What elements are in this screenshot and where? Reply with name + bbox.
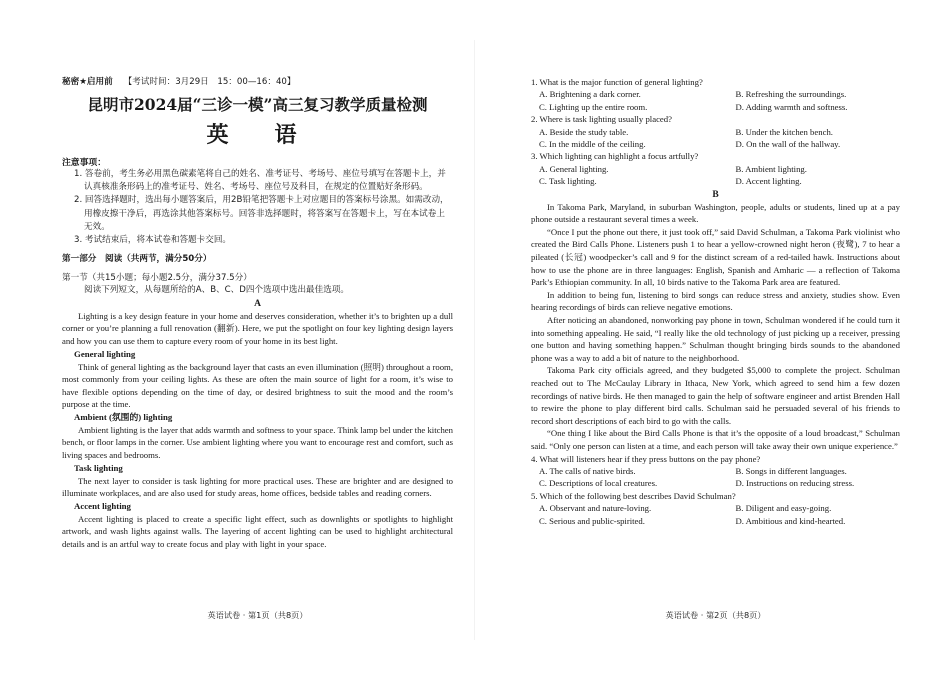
question-options — [531, 126, 900, 151]
question-block — [531, 453, 900, 527]
paragraph: In addition to being fun, listening to bird songs can reduce stress and anxiety, studies show. Even hearing recordings of birds can relieve negative emotions. — [531, 289, 900, 313]
option: B. Refreshing the surroundings. — [735, 89, 847, 100]
passage-letter: A — [254, 298, 261, 309]
page-footer: 英语试卷 · 第2页（共8页） — [665, 610, 766, 620]
option: B. Songs in different languages. — [735, 465, 847, 476]
option: D. On the wall of the hallway. — [735, 139, 841, 150]
question-options — [531, 502, 900, 527]
option: B. Ambient lighting. — [735, 163, 807, 174]
section-subheading: Accent lighting — [74, 500, 131, 511]
option: A. General lighting. — [539, 163, 609, 174]
option: D. Ambitious and kind-hearted. — [735, 515, 846, 526]
note-item: 1. 答卷前，考生务必用黑色碳素笔将自己的姓名、准考证号、考场号、座位号填写在答题卡上，并认真核准条形码上的准考证号、姓名、考场号、座位号及科目，在规定的位置贴好条形码。 — [74, 169, 446, 193]
page-footer: 英语试卷 · 第1页（共8页） — [207, 610, 308, 620]
paragraph: After noticing an abandoned, nonworking pay phone in town, Schulman wondered if he could turn it into something appealing. He said, “I really like the old technology of just picking up a receiver, pressing one button and having something happen.” Schulman thought bringing birds sounds to the abandoned phone was a way to add a bit of nature to the neighborhood. — [531, 315, 900, 363]
option: A. Beside the study table. — [539, 126, 629, 137]
option: A. Observant and nature-loving. — [539, 503, 652, 514]
question-block — [531, 76, 900, 188]
option: C. Lighting up the entire room. — [539, 101, 648, 112]
option: C. In the middle of the ceiling. — [539, 139, 646, 150]
exam-meta — [62, 75, 453, 87]
option: A. Brightening a dark corner. — [539, 89, 641, 100]
option: C. Descriptions of local creatures. — [539, 478, 658, 489]
exam-page-2 — [475, 0, 950, 673]
option: D. Adding warmth and softness. — [735, 101, 848, 112]
note-item: 2. 回答选择题时，选出每小题答案后，用2B铅笔把答题卡上对应题目的答案标号涂黑。如需改动，用橡皮擦干净后，再选涂其他答案标号。回答非选择题时，将答案写在答题卡上，写在本试卷上无效。 — [74, 195, 449, 232]
note-item: 3. 考试结束后，将本试卷和答题卡交回。 — [74, 235, 232, 246]
question-options — [531, 465, 900, 490]
paragraph: In Takoma Park, Maryland, in suburban Washington, people, adults or students, lined up at a pay phone outside a restaurant several times a week. — [531, 201, 900, 225]
exam-time: 【考试时间：3月29日 15：00—16：40】 — [123, 77, 296, 87]
question-stem: 3. Which lighting can highlight a focus artfully? — [531, 151, 699, 162]
instruction: 阅读下列短文，从每题所给的A、B、C、D四个选项中选出最佳选项。 — [84, 285, 350, 296]
section-heading: 第一节（共15小题；每小题2.5分，满分37.5分） — [62, 272, 252, 283]
question-options — [531, 88, 900, 113]
question-options — [531, 163, 900, 188]
option: C. Serious and public-spirited. — [539, 515, 645, 526]
paragraph: Takoma Park city officials agreed, and they budgeted $5,000 to complete the project. Schulman reached out to The McCaulay Library in Ithaca, New York, which agreed to send him a few dozen recordings of native birds. He then managed to gain the help of software engineer and artist Brenden Hall to rewire the phone to play different bird calls. Schulman said he persuaded several of his friends to record short descriptions of each bird to go with the calls. — [531, 365, 900, 426]
option: D. Accent lighting. — [735, 176, 802, 187]
section-subheading: Ambient (氛围的) lighting — [74, 411, 173, 422]
option: B. Under the kitchen bench. — [735, 126, 833, 137]
option: A. The calls of native birds. — [539, 465, 636, 476]
subject-title: 英 语 — [206, 122, 309, 148]
question-stem: 2. Where is task lighting usually placed? — [531, 114, 672, 125]
section-subheading: Task lighting — [74, 462, 123, 473]
question-stem: 5. Which of the following best describes David Schulman? — [531, 490, 736, 501]
notes-heading: 注意事项： — [62, 158, 106, 168]
option: C. Task lighting. — [539, 176, 597, 187]
paragraph: “One thing I like about the Bird Calls Phone is that it’s the opposite of a loud broadcast,” Schulman said. “Only one person can listen at a time, and each person will take away their own unique experience.” — [531, 428, 900, 451]
paragraph: “Once I put the phone out there, it just took off,” said David Schulman, a Takoma Park violinist who created the Bird Calls Phone. Listeners push 1 to hear a yellow-crowned night heron (夜鹭), 7 to hear a pileated (长冠) woodpecker’s call and 9 for the distinct scream of a red-tailed hawk. Instructions about how to use the phone are in three languages: English, Spanish and Amharic — a reflection of Takoma Park’s Ethiopian community. In all, 10 birds native to the Takoma Park area are featured. — [531, 226, 900, 288]
passage-letter: B — [712, 189, 719, 200]
paragraph: Lighting is a key design feature in your home and deserves consideration, whether it’s to brighten up a dull corner or you’re planning a full renovation (翻新). Here, we put the spotlight on four key lighting design layers and how you can use them to capture every room of your home in its best light. — [62, 310, 453, 346]
option: B. Diligent and easy-going. — [735, 503, 832, 514]
paragraph: The next layer to consider is task lighting for more practical uses. These are brighter and are designed to illuminate workplaces, and are also used for study areas, home offices, bedside tables and reading corners. — [62, 475, 453, 499]
paragraph: Think of general lighting as the background layer that casts an even illumination (照明) throughout a room, most commonly from your ceiling lights. As these are often the main source of light for a room, it’s wise to have flexible options depending on the time of day, or desired brightness to suit the mood and the room’s purpose at the time. — [62, 361, 453, 410]
paragraph: Accent lighting is placed to create a specific light effect, such as downlights or spotlights to highlight artwork, and wash lights against walls. The layering of accent lighting can be used to highlight architectural details and is an artful way to create focus and play with light in your space. — [62, 513, 453, 550]
paragraph: Ambient lighting is the layer that adds warmth and softness to your space. Think lamp bel under the kitchen bench, or floor lamps in the corner. Use ambient lighting where you want to encourage rest and comfort, such as living spaces and bedrooms. — [62, 424, 454, 461]
question-stem: 1. What is the major function of general lighting? — [531, 77, 703, 87]
option: D. Instructions on reducing stress. — [735, 478, 855, 489]
exam-title: 昆明市2024届“三诊一模”高三复习教学质量检测 — [87, 95, 428, 114]
part-heading: 第一部分 阅读（共两节，满分50分） — [62, 254, 212, 265]
secrecy-label: 秘密★启用前 — [62, 77, 113, 87]
section-subheading: General lighting — [74, 348, 136, 359]
question-stem: 4. What will listeners hear if they press buttons on the pay phone? — [531, 453, 761, 464]
